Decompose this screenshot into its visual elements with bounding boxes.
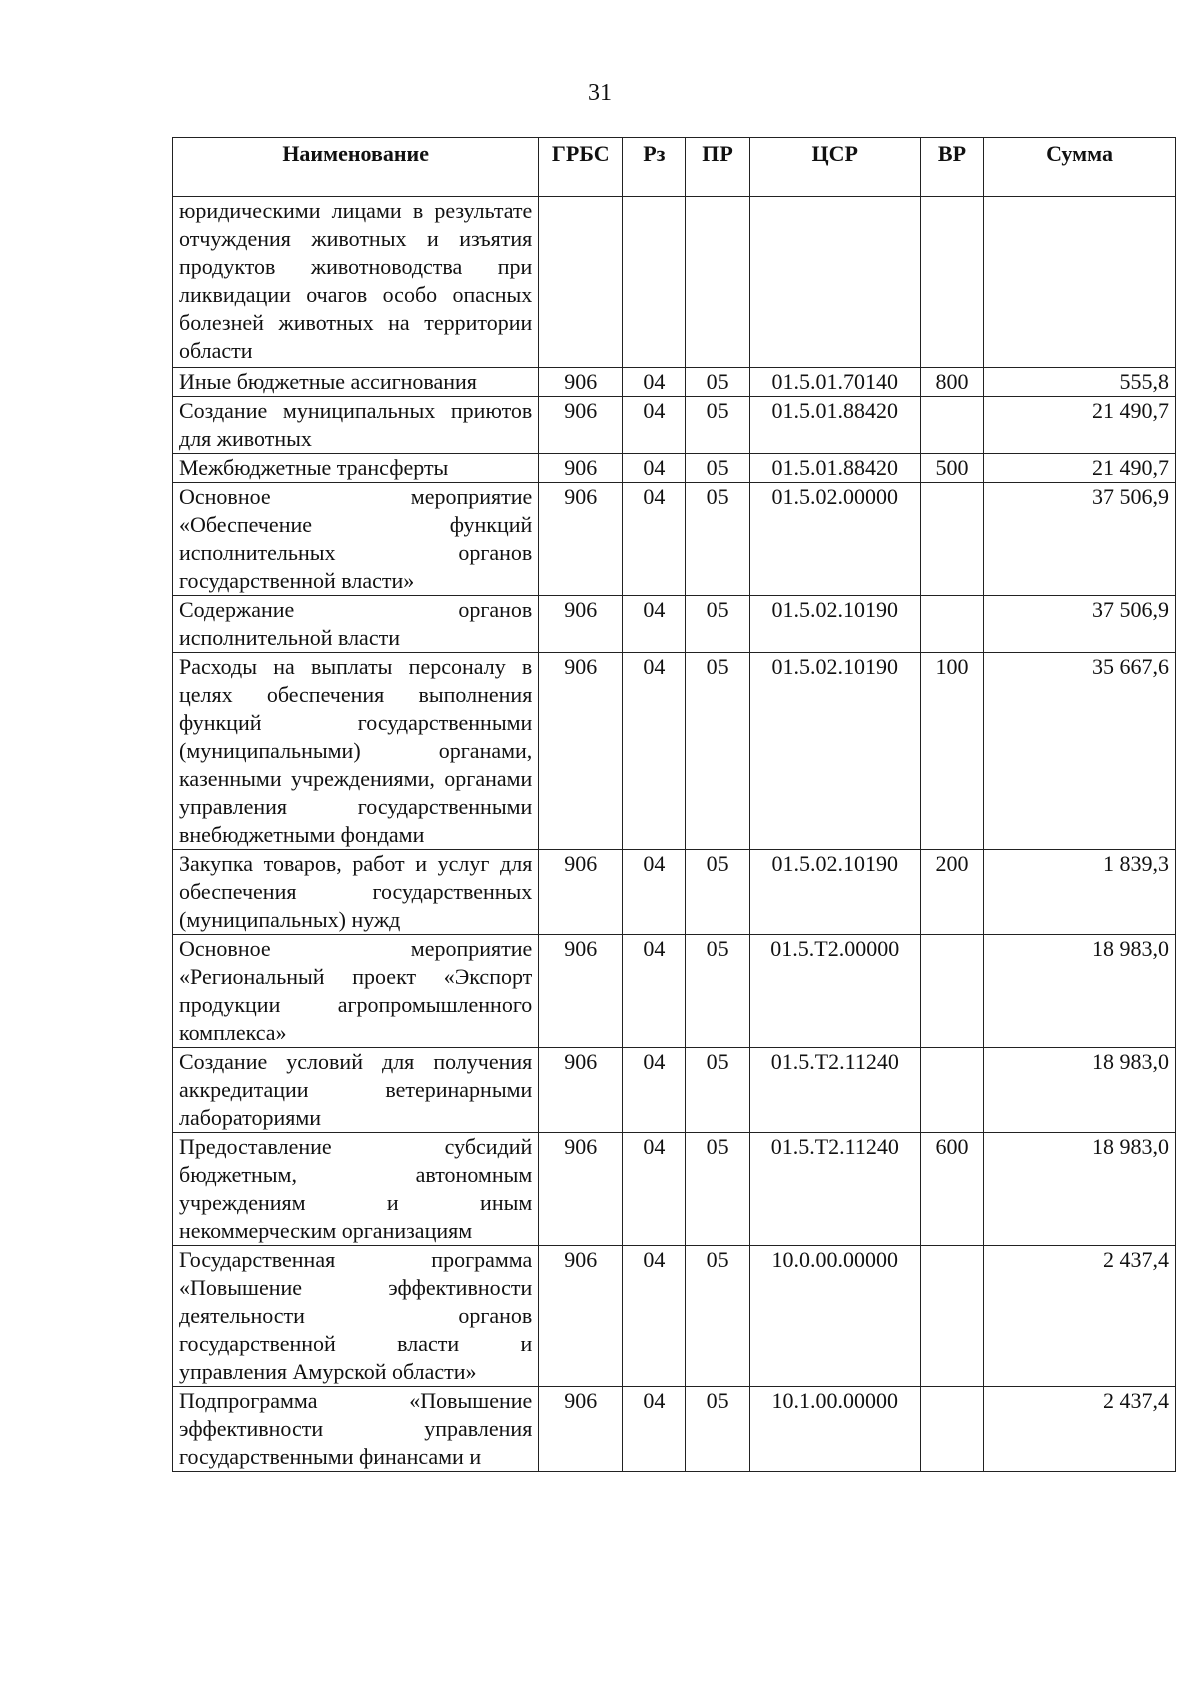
row-name: Содержание органов исполнительной власти [173, 596, 539, 653]
header-name: Наименование [173, 138, 539, 197]
row-vr [920, 1048, 983, 1133]
row-grbs: 906 [539, 1387, 623, 1472]
table-row [173, 935, 1176, 1048]
row-sum: 1 839,3 [984, 850, 1176, 935]
row-grbs: 906 [539, 1246, 623, 1387]
row-vr [920, 596, 983, 653]
row-grbs: 906 [539, 935, 623, 1048]
header-pr: ПР [686, 138, 749, 197]
row-name: Подпрограмма «Повышение эффективности управления государственными финансами и [173, 1387, 539, 1472]
row-name: Иные бюджетные ассигнования [173, 368, 539, 397]
row-pr: 05 [686, 454, 749, 483]
row-vr [920, 483, 983, 596]
row-rz [623, 197, 686, 368]
row-sum [984, 197, 1176, 368]
row-csr: 10.0.00.00000 [749, 1246, 920, 1387]
page-number: 31 [588, 80, 612, 106]
row-rz: 04 [623, 935, 686, 1048]
row-sum: 18 983,0 [984, 1048, 1176, 1133]
row-name: Предоставление субсидий бюджетным, автономным учреждениям и иным некоммерческим организациям [173, 1133, 539, 1246]
table-row [173, 483, 1176, 596]
header-csr: ЦСР [749, 138, 920, 197]
row-pr: 05 [686, 397, 749, 454]
row-csr: 10.1.00.00000 [749, 1387, 920, 1472]
row-name: Основное мероприятие «Обеспечение функций исполнительных органов государственной власти» [173, 483, 539, 596]
row-pr: 05 [686, 1246, 749, 1387]
row-rz: 04 [623, 397, 686, 454]
row-pr: 05 [686, 850, 749, 935]
row-sum: 21 490,7 [984, 454, 1176, 483]
row-sum: 555,8 [984, 368, 1176, 397]
header-sum: Сумма [984, 138, 1176, 197]
row-name: Создание условий для получения аккредитации ветеринарными лабораториями [173, 1048, 539, 1133]
row-sum: 21 490,7 [984, 397, 1176, 454]
row-name: Создание муниципальных приютов для животных [173, 397, 539, 454]
row-pr: 05 [686, 1387, 749, 1472]
row-csr: 01.5.01.88420 [749, 397, 920, 454]
header-grbs: ГРБС [539, 138, 623, 197]
row-vr [920, 1387, 983, 1472]
row-vr [920, 197, 983, 368]
budget-table [172, 137, 1176, 1472]
row-rz: 04 [623, 368, 686, 397]
row-rz: 04 [623, 1387, 686, 1472]
table-row [173, 397, 1176, 454]
row-rz: 04 [623, 483, 686, 596]
row-pr: 05 [686, 596, 749, 653]
row-grbs: 906 [539, 596, 623, 653]
row-grbs: 906 [539, 397, 623, 454]
header-vr: ВР [920, 138, 983, 197]
row-csr: 01.5.Т2.00000 [749, 935, 920, 1048]
row-sum: 18 983,0 [984, 935, 1176, 1048]
table-row [173, 454, 1176, 483]
row-pr: 05 [686, 483, 749, 596]
row-name: Основное мероприятие «Региональный проект «Экспорт продукции агропромышленного комплекса» [173, 935, 539, 1048]
row-sum: 2 437,4 [984, 1246, 1176, 1387]
row-grbs: 906 [539, 653, 623, 850]
row-csr: 01.5.02.10190 [749, 653, 920, 850]
row-pr: 05 [686, 1133, 749, 1246]
table-header-row [173, 138, 1176, 197]
row-grbs: 906 [539, 1133, 623, 1246]
row-sum: 35 667,6 [984, 653, 1176, 850]
row-grbs: 906 [539, 368, 623, 397]
row-name: Закупка товаров, работ и услуг для обеспечения государственных (муниципальных) нужд [173, 850, 539, 935]
row-name: юридическими лицами в результате отчуждения животных и изъятия продуктов животноводства при ликвидации очагов особо опасных болезней животных на территории области [173, 197, 539, 368]
row-vr [920, 397, 983, 454]
table-row [173, 850, 1176, 935]
row-sum: 2 437,4 [984, 1387, 1176, 1472]
row-csr: 01.5.02.10190 [749, 850, 920, 935]
table-row [173, 1246, 1176, 1387]
table-row [173, 1048, 1176, 1133]
table-row [173, 197, 1176, 368]
row-sum: 37 506,9 [984, 596, 1176, 653]
row-grbs: 906 [539, 850, 623, 935]
row-csr: 01.5.01.70140 [749, 368, 920, 397]
row-grbs: 906 [539, 483, 623, 596]
header-rz: Рз [623, 138, 686, 197]
row-vr [920, 935, 983, 1048]
row-vr: 800 [920, 368, 983, 397]
row-csr: 01.5.Т2.11240 [749, 1133, 920, 1246]
table-row [173, 1133, 1176, 1246]
table-row [173, 1387, 1176, 1472]
row-rz: 04 [623, 1246, 686, 1387]
row-grbs: 906 [539, 1048, 623, 1133]
row-csr: 01.5.02.00000 [749, 483, 920, 596]
row-pr: 05 [686, 368, 749, 397]
row-vr: 100 [920, 653, 983, 850]
row-pr: 05 [686, 1048, 749, 1133]
table-row [173, 368, 1176, 397]
row-rz: 04 [623, 1133, 686, 1246]
row-vr: 200 [920, 850, 983, 935]
row-rz: 04 [623, 850, 686, 935]
table-row [173, 653, 1176, 850]
row-name: Государственная программа «Повышение эффективности деятельности органов государственной власти и управления Амурской области» [173, 1246, 539, 1387]
row-pr: 05 [686, 935, 749, 1048]
row-name: Расходы на выплаты персоналу в целях обеспечения выполнения функций государственными (муниципальными) органами, казенными учреждениями, органами управления государственными внебюджетными фондами [173, 653, 539, 850]
row-csr: 01.5.02.10190 [749, 596, 920, 653]
row-pr [686, 197, 749, 368]
row-pr: 05 [686, 653, 749, 850]
row-vr: 600 [920, 1133, 983, 1246]
row-rz: 04 [623, 653, 686, 850]
row-rz: 04 [623, 454, 686, 483]
row-csr: 01.5.01.88420 [749, 454, 920, 483]
row-sum: 18 983,0 [984, 1133, 1176, 1246]
row-rz: 04 [623, 596, 686, 653]
row-csr [749, 197, 920, 368]
row-sum: 37 506,9 [984, 483, 1176, 596]
row-rz: 04 [623, 1048, 686, 1133]
table-row [173, 596, 1176, 653]
row-grbs [539, 197, 623, 368]
row-vr [920, 1246, 983, 1387]
row-name: Межбюджетные трансферты [173, 454, 539, 483]
row-csr: 01.5.Т2.11240 [749, 1048, 920, 1133]
row-vr: 500 [920, 454, 983, 483]
row-grbs: 906 [539, 454, 623, 483]
